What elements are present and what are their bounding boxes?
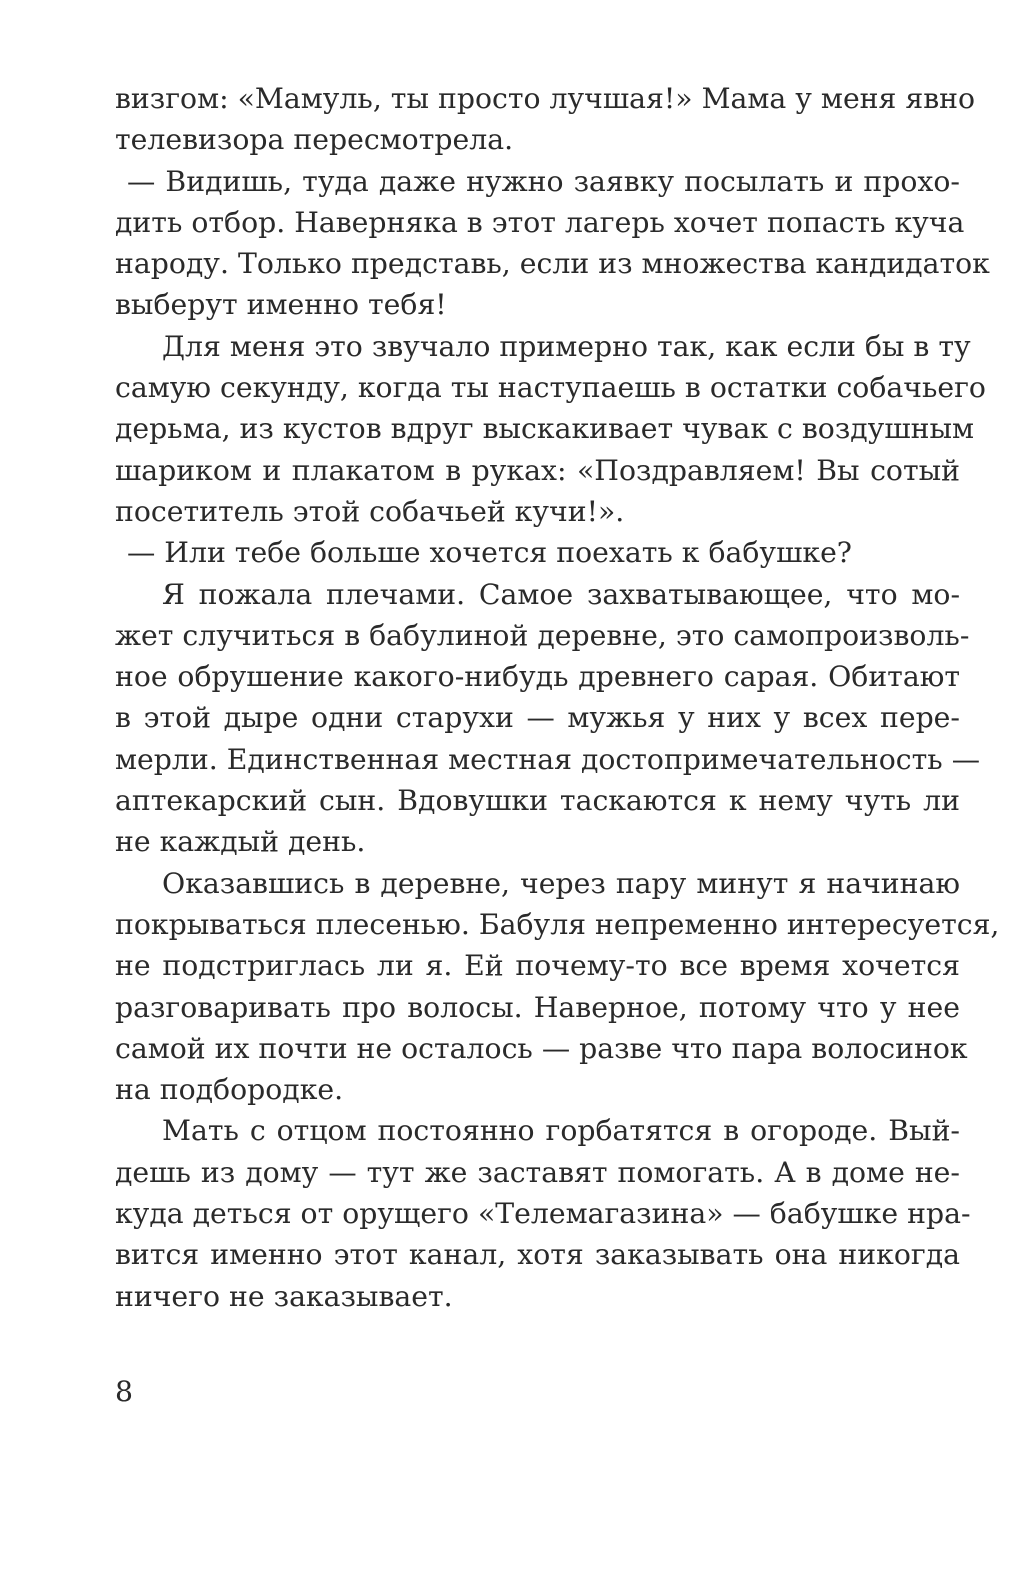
text-line: ное обрушение какого-нибудь древнего сарая. Обитают <box>115 660 960 694</box>
text-line: не подстриглась ли я. Ей почему-то все время хочется <box>115 949 960 983</box>
text-line: дерьма, из кустов вдруг выскакивает чувак с воздушным <box>115 412 975 446</box>
text-line: Для меня это звучало примерно так, как если бы в ту <box>162 329 971 363</box>
text-line: самую секунду, когда ты наступаешь в остатки собачьего <box>115 371 986 405</box>
body-text <box>115 78 1000 1317</box>
text-line: дить отбор. Наверняка в этот лагерь хочет попасть куча <box>115 205 965 239</box>
text-line: шариком и плакатом в руках: «Поздравляем! Вы сотый <box>115 453 960 487</box>
text-line: разговаривать про волосы. Наверное, потому что у нее <box>115 990 960 1024</box>
text-line: ничего не заказывает. <box>115 1279 453 1313</box>
text-line: Я пожала плечами. Самое захватывающее, что мо- <box>162 577 960 611</box>
text-line: — Или тебе больше хочется поехать к бабушке? <box>127 536 852 570</box>
text-line: вится именно этот канал, хотя заказывать она никогда <box>115 1238 960 1272</box>
text-line: — Видишь, туда даже нужно заявку посылать и прохо- <box>127 164 960 198</box>
page-number: 8 <box>115 1375 134 1408</box>
text-line: мерли. Единственная местная достопримечательность — <box>115 742 980 776</box>
text-line: покрываться плесенью. Бабуля непременно интересуется, <box>115 907 1000 941</box>
text-line: не каждый день. <box>115 825 366 859</box>
text-line: Мать с отцом постоянно горбатятся в огороде. Вый- <box>162 1114 960 1148</box>
text-line: визгом: «Мамуль, ты просто лучшая!» Мама у меня явно <box>115 82 976 115</box>
text-line: аптекарский сын. Вдовушки таскаются к нему чуть ли <box>115 784 960 818</box>
text-line: телевизора пересмотрела. <box>115 123 514 157</box>
text-line: на подбородке. <box>115 1073 344 1107</box>
text-line: дешь из дому — тут же заставят помогать. А в доме не- <box>115 1155 960 1189</box>
text-line: выберут именно тебя! <box>115 288 447 322</box>
text-line: самой их почти не осталось — разве что пара волосинок <box>115 1031 968 1065</box>
text-line: в этой дыре одни старухи — мужья у них у всех пере- <box>115 701 960 735</box>
text-line: жет случиться в бабулиной деревне, это самопроизволь- <box>115 618 970 652</box>
text-line: куда деться от орущего «Телемагазина» — бабушке нра- <box>115 1197 971 1231</box>
text-line: народу. Только представь, если из множества кандидаток <box>115 247 990 281</box>
text-line: посетитель этой собачьей кучи!». <box>115 494 625 528</box>
text-line: Оказавшись в деревне, через пару минут я начинаю <box>162 866 960 900</box>
